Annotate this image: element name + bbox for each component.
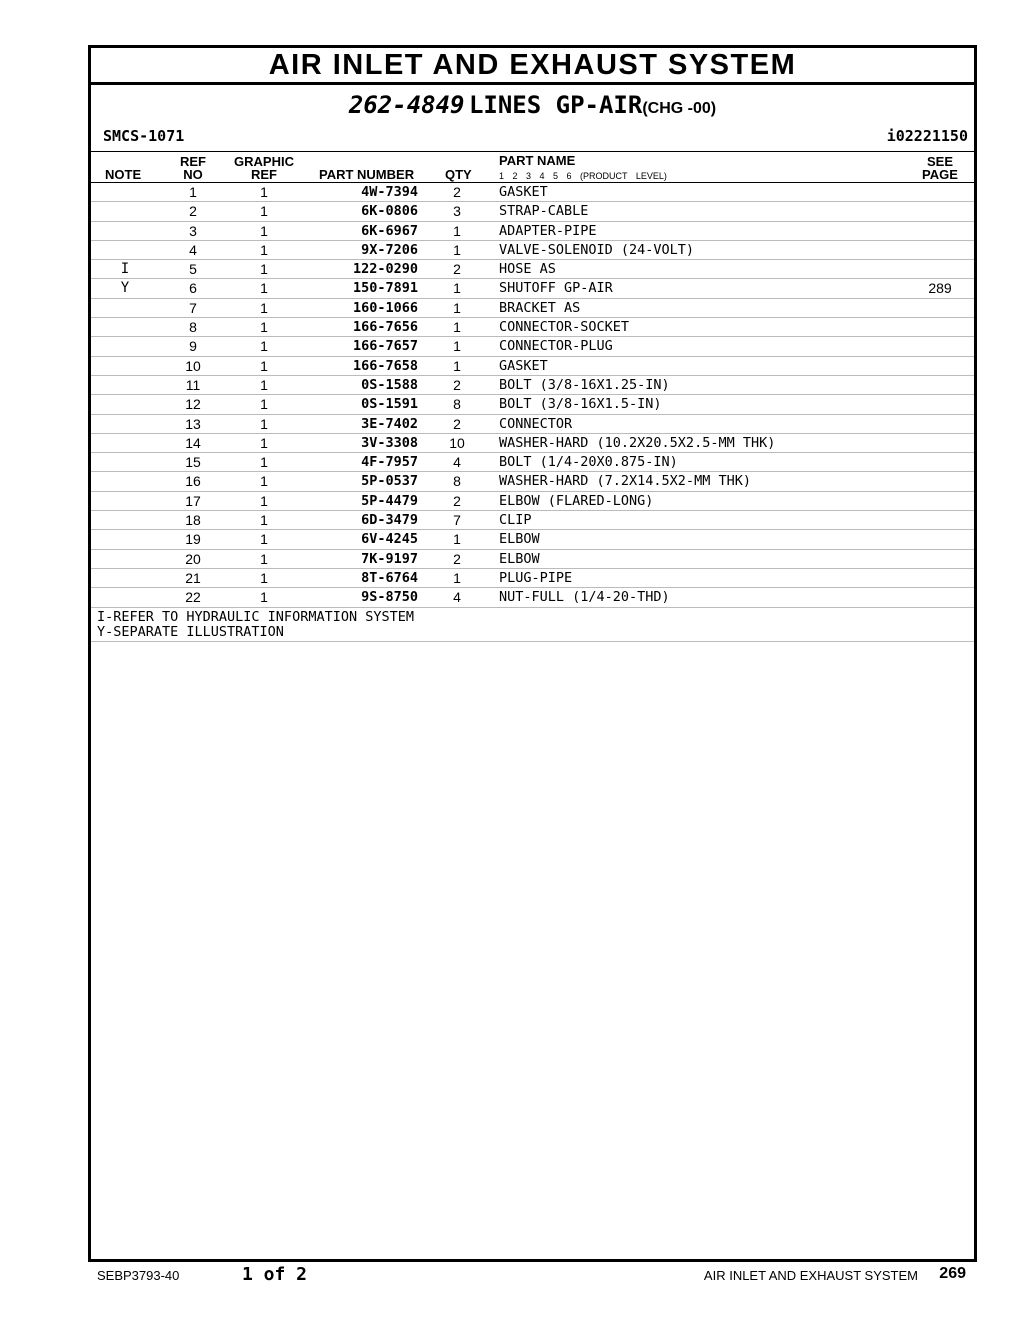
qty-cell: 1 — [453, 569, 461, 586]
part-name-cell: ELBOW — [499, 531, 540, 548]
header-ref-no — [173, 155, 213, 181]
parts-table — [91, 183, 974, 608]
note-cell: Y — [120, 280, 130, 297]
ref-no-cell: 21 — [185, 569, 201, 586]
table-row — [91, 511, 974, 530]
part-number-cell: 3E-7402 — [361, 415, 418, 432]
part-name-cell: CONNECTOR — [499, 415, 573, 432]
qty-cell: 1 — [453, 299, 461, 316]
table-row — [91, 434, 974, 453]
part-name-cell: SHUTOFF GP-AIR — [499, 280, 613, 297]
group-name: LINES GP-AIR — [468, 91, 643, 119]
graphic-ref-cell: 1 — [260, 473, 268, 490]
graphic-ref-cell: 1 — [260, 280, 268, 297]
part-number-cell: 166-7658 — [352, 357, 418, 374]
header-note: NOTE — [105, 167, 142, 182]
page-frame — [88, 45, 977, 1262]
part-name-cell: ADAPTER-PIPE — [499, 222, 597, 239]
graphic-ref-cell: 1 — [260, 492, 268, 509]
ref-no-cell: 12 — [185, 396, 201, 413]
graphic-ref-cell: 1 — [260, 222, 268, 239]
part-name-cell: CONNECTOR-PLUG — [499, 338, 613, 355]
qty-cell: 1 — [453, 280, 461, 297]
qty-cell: 1 — [453, 531, 461, 548]
part-name-cell: BOLT (3/8-16X1.5-IN) — [499, 396, 662, 413]
part-name-cell: GASKET — [499, 357, 548, 374]
graphic-ref-cell: 1 — [260, 261, 268, 278]
part-number-cell: 4F-7957 — [361, 454, 418, 471]
part-number-cell: 0S-1588 — [361, 376, 418, 393]
qty-cell: 1 — [453, 222, 461, 239]
doc-id: SEBP3793-40 — [97, 1268, 180, 1283]
part-name-cell: WASHER-HARD (7.2X14.5X2-MM THK) — [499, 473, 751, 490]
part-name-cell: ELBOW (FLARED-LONG) — [499, 492, 654, 509]
ref-no-cell: 18 — [185, 512, 201, 529]
table-row — [91, 337, 974, 356]
qty-cell: 8 — [453, 473, 461, 490]
ref-no-cell: 13 — [185, 415, 201, 432]
part-number-cell: 166-7657 — [352, 338, 418, 355]
part-name-cell: ELBOW — [499, 550, 540, 567]
header-see-top: SEE — [926, 154, 953, 169]
part-number-cell: 6K-6967 — [361, 222, 418, 239]
meta-row — [91, 125, 974, 152]
header-part-name: PART NAME — [499, 153, 576, 168]
part-name-cell: HOSE AS — [499, 261, 556, 278]
table-row — [91, 588, 974, 607]
graphic-ref-cell: 1 — [260, 396, 268, 413]
table-row — [91, 550, 974, 569]
table-row — [91, 241, 974, 260]
graphic-ref-cell: 1 — [260, 357, 268, 374]
graphic-ref-cell: 1 — [260, 241, 268, 258]
header-see-page — [920, 155, 960, 181]
part-name-cell: VALVE-SOLENOID (24-VOLT) — [499, 241, 695, 258]
qty-cell: 2 — [453, 492, 461, 509]
graphic-ref-cell: 1 — [260, 299, 268, 316]
note-line: I-REFER TO HYDRAULIC INFORMATION SYSTEM — [97, 608, 414, 625]
ref-no-cell: 4 — [189, 241, 197, 258]
ref-no-cell: 20 — [185, 550, 201, 567]
qty-cell: 2 — [453, 261, 461, 278]
ref-no-cell: 6 — [189, 280, 197, 297]
ref-no-cell: 19 — [185, 531, 201, 548]
graphic-ref-cell: 1 — [260, 338, 268, 355]
part-name-cell: WASHER-HARD (10.2X20.5X2.5-MM THK) — [499, 434, 776, 451]
qty-cell: 10 — [449, 434, 465, 451]
qty-cell: 2 — [453, 376, 461, 393]
ref-no-cell: 7 — [189, 299, 197, 316]
graphic-ref-cell: 1 — [260, 203, 268, 220]
header-graphic-ref — [231, 155, 297, 181]
page-title: AIR INLET AND EXHAUST SYSTEM — [268, 49, 797, 81]
part-number-cell: 0S-1591 — [361, 396, 418, 413]
part-number-cell: 6K-0806 — [361, 203, 418, 220]
smcs-code: SMCS-1071 — [103, 127, 185, 145]
group-number: 262-4849 — [348, 91, 465, 119]
ref-no-cell: 3 — [189, 222, 197, 239]
qty-cell: 2 — [453, 550, 461, 567]
ref-no-cell: 15 — [185, 454, 201, 471]
table-row — [91, 183, 974, 202]
ref-no-cell: 10 — [185, 357, 201, 374]
part-name-cell: CLIP — [499, 512, 532, 529]
table-row — [91, 299, 974, 318]
graphic-ref-cell: 1 — [260, 550, 268, 567]
graphic-ref-cell: 1 — [260, 569, 268, 586]
part-number-cell: 4W-7394 — [361, 184, 418, 200]
table-row — [91, 569, 974, 588]
qty-cell: 3 — [453, 203, 461, 220]
group-heading — [91, 85, 974, 125]
header-see-bottom: PAGE — [922, 167, 958, 182]
qty-cell: 7 — [453, 512, 461, 529]
note-line: Y-SEPARATE ILLUSTRATION — [97, 623, 284, 640]
qty-cell: 1 — [453, 338, 461, 355]
graphic-ref-cell: 1 — [260, 376, 268, 393]
table-row — [91, 530, 974, 549]
part-name-cell: BRACKET AS — [499, 299, 581, 316]
part-number-cell: 9X-7206 — [361, 241, 418, 258]
part-number-cell: 9S-8750 — [361, 589, 418, 606]
header-product-levels: 1 2 3 4 5 6 (PRODUCT LEVEL) — [499, 171, 667, 181]
graphic-ref-cell: 1 — [260, 512, 268, 529]
notes-block — [91, 608, 974, 642]
illustration-id: i02221150 — [886, 127, 968, 145]
part-name-cell: BOLT (1/4-20X0.875-IN) — [499, 454, 678, 471]
column-headers — [91, 152, 974, 183]
page-footer — [0, 1262, 1020, 1292]
qty-cell: 4 — [453, 589, 461, 606]
ref-no-cell: 11 — [185, 376, 201, 393]
table-row — [91, 492, 974, 511]
ref-no-cell: 17 — [185, 492, 201, 509]
graphic-ref-cell: 1 — [260, 531, 268, 548]
part-number-cell: 8T-6764 — [361, 569, 418, 586]
table-row — [91, 376, 974, 395]
qty-cell: 4 — [453, 454, 461, 471]
part-name-cell: BOLT (3/8-16X1.25-IN) — [499, 376, 670, 393]
part-name-cell: PLUG-PIPE — [499, 569, 573, 586]
part-number-cell: 6D-3479 — [361, 512, 418, 529]
title-band — [91, 48, 974, 85]
qty-cell: 1 — [453, 357, 461, 374]
qty-cell: 1 — [453, 241, 461, 258]
header-qty: QTY — [445, 167, 472, 182]
ref-no-cell: 5 — [189, 261, 197, 278]
graphic-ref-cell: 1 — [260, 589, 268, 606]
part-name-cell: NUT-FULL (1/4-20-THD) — [499, 589, 670, 606]
graphic-ref-cell: 1 — [260, 415, 268, 432]
table-row — [91, 260, 974, 279]
table-row — [91, 222, 974, 241]
part-number-cell: 166-7656 — [352, 319, 418, 336]
header-ref-bottom: NO — [183, 167, 203, 182]
part-number-cell: 160-1066 — [352, 299, 418, 316]
graphic-ref-cell: 1 — [260, 454, 268, 471]
qty-cell: 2 — [453, 415, 461, 432]
graphic-ref-cell: 1 — [260, 434, 268, 451]
table-row — [91, 453, 974, 472]
ref-no-cell: 16 — [185, 473, 201, 490]
ref-no-cell: 8 — [189, 319, 197, 336]
table-row — [91, 472, 974, 491]
table-row — [91, 202, 974, 221]
see-page-cell: 289 — [928, 280, 952, 297]
part-number-cell: 6V-4245 — [361, 531, 418, 548]
table-row — [91, 415, 974, 434]
part-name-cell: GASKET — [499, 184, 548, 200]
change-level: (CHG -00) — [642, 100, 717, 117]
header-part-number: PART NUMBER — [319, 167, 415, 182]
part-number-cell: 5P-0537 — [361, 473, 418, 490]
header-graphic-top: GRAPHIC — [234, 154, 294, 169]
graphic-ref-cell: 1 — [260, 184, 268, 200]
part-number-cell: 7K-9197 — [361, 550, 418, 567]
header-ref-top: REF — [180, 154, 206, 169]
ref-no-cell: 14 — [185, 434, 201, 451]
graphic-ref-cell: 1 — [260, 319, 268, 336]
ref-no-cell: 22 — [185, 589, 201, 606]
qty-cell: 2 — [453, 184, 461, 200]
footer-section: AIR INLET AND EXHAUST SYSTEM — [703, 1268, 918, 1283]
note-cell: I — [120, 261, 130, 278]
ref-no-cell: 1 — [189, 184, 197, 200]
table-row — [91, 395, 974, 414]
part-number-cell: 5P-4479 — [361, 492, 418, 509]
ref-no-cell: 2 — [189, 203, 197, 220]
part-number-cell: 150-7891 — [352, 280, 418, 297]
page-of: 1 of 2 — [242, 1264, 308, 1285]
qty-cell: 1 — [453, 319, 461, 336]
part-number-cell: 122-0290 — [352, 261, 418, 278]
part-number-cell: 3V-3308 — [361, 434, 418, 451]
header-graphic-bottom: REF — [251, 167, 277, 182]
part-name-cell: STRAP-CABLE — [499, 203, 589, 220]
table-row — [91, 279, 974, 298]
table-row — [91, 318, 974, 337]
page-number: 269 — [939, 1265, 966, 1282]
ref-no-cell: 9 — [189, 338, 197, 355]
qty-cell: 8 — [453, 396, 461, 413]
part-name-cell: CONNECTOR-SOCKET — [499, 319, 630, 336]
table-row — [91, 357, 974, 376]
